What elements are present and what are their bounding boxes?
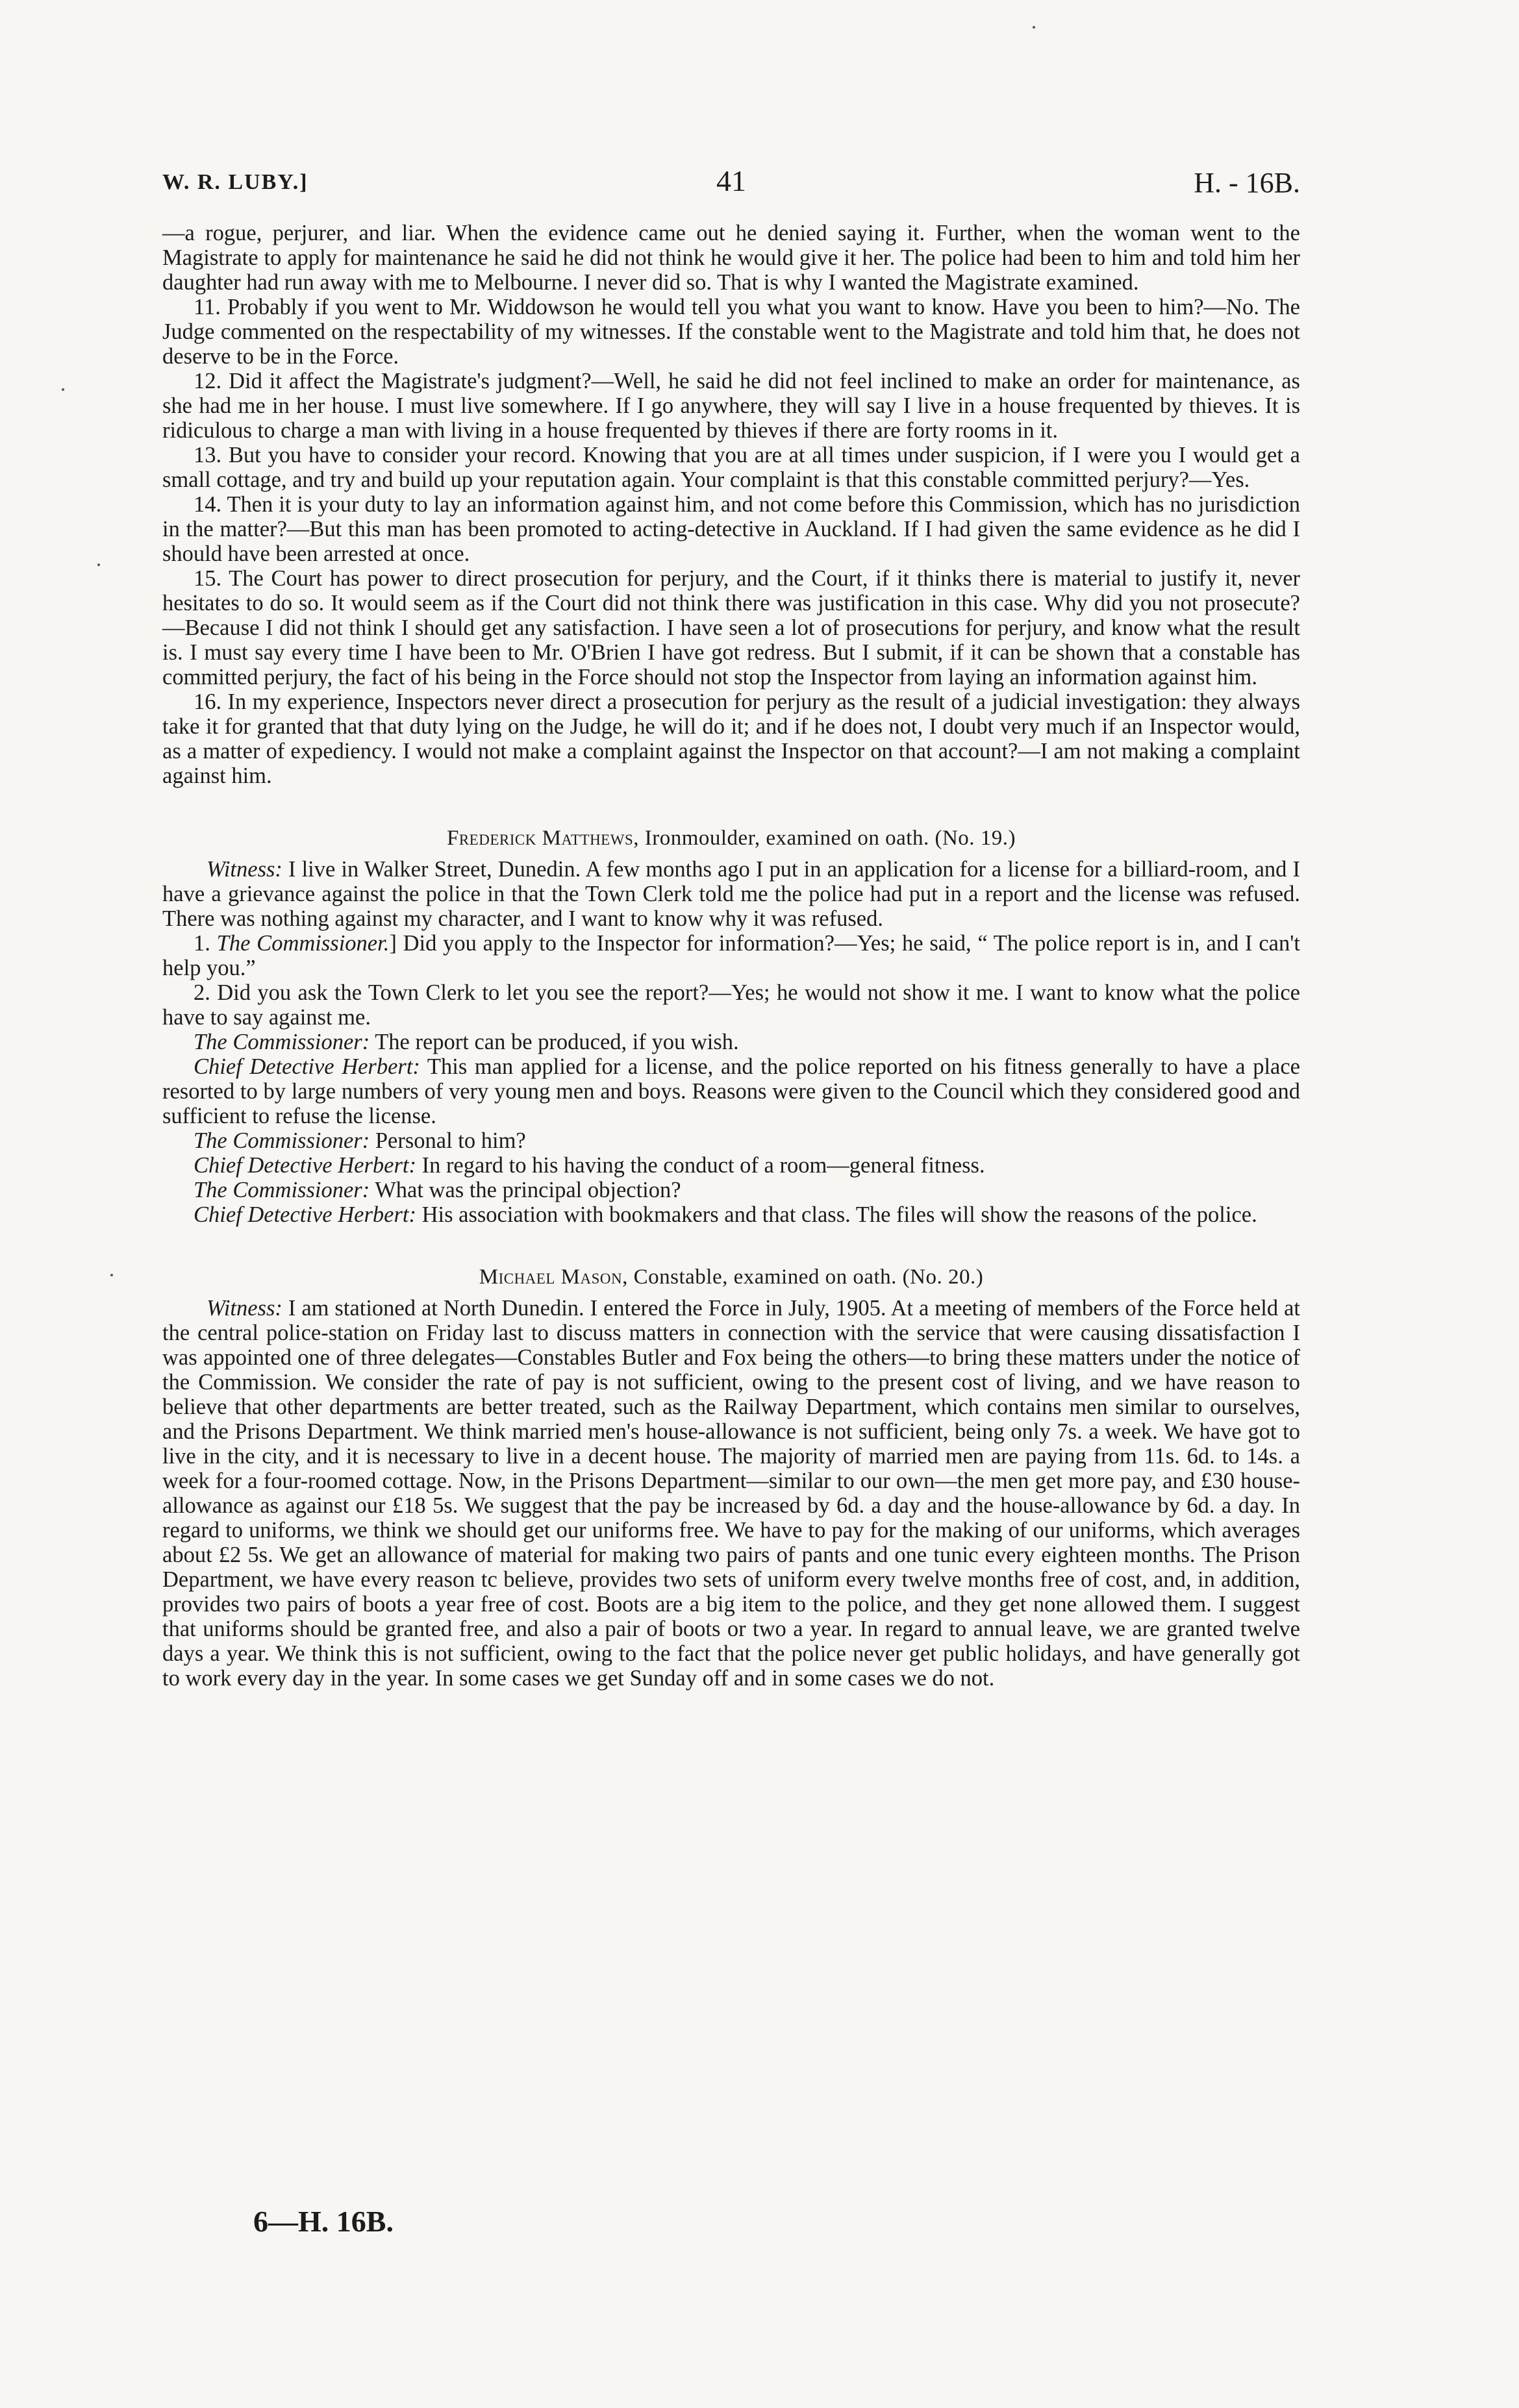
- scan-speck: [62, 388, 64, 391]
- speaker-label: The Commissioner:: [194, 1128, 370, 1153]
- qa-text: ] Did you apply to the Inspector for information?—Yes; he said, “ The police report is in, and I can't help you.”: [162, 931, 1301, 980]
- question-number: 1.: [194, 931, 217, 956]
- exchange-5: [162, 1178, 1300, 1202]
- exchange-text: Personal to him?: [370, 1128, 526, 1153]
- page-number: 41: [716, 164, 746, 197]
- section-heading-matthews: [162, 826, 1300, 850]
- section-heading-mason: [162, 1265, 1300, 1289]
- continuation-paragraph: —a rogue, perjurer, and liar. When the evidence came out he denied saying it. Further, when the woman went to the Magistrate to apply for maintenance he said he did not think he would give it her. The police had been to him and told him her daughter had run away with me to Melbourne. I never did so. That is why I wanted the Magistrate examined.: [162, 221, 1300, 295]
- exchange-text: What was the principal objection?: [370, 1178, 681, 1202]
- exchange-text: This man applied for a license, and the police reported on his fitness generally to have a place resorted to by large numbers of very young men and boys. Reasons were given to the Council which they considered good and sufficient to refuse the license.: [162, 1054, 1300, 1128]
- body-text: [162, 221, 1300, 1691]
- header-witness-name: W. R. LUBY.]: [162, 170, 308, 194]
- speaker-label: The Commissioner:: [194, 1178, 370, 1202]
- qa-paragraph-15: 15. The Court has power to direct prosecution for perjury, and the Court, if it thinks there is material to justify it, never hesitates to do so. It would seem as if the Court did not think there was justification in this case. Why did you not prosecute?—Because I did not think I should get any satisfaction. I have seen a lot of prosecutions for perjury, and know what the result is. I must say every time I have been to Mr. O'Brien I have got redress. But I submit, if it can be shown that a constable has committed perjury, the fact of his being in the Force should not stop the Inspector from laying an information against him.: [162, 566, 1300, 689]
- speaker-label: Chief Detective Herbert:: [194, 1054, 420, 1079]
- exchange-4: [162, 1153, 1300, 1178]
- document-reference: H. - 16B.: [1194, 167, 1300, 199]
- exchange-2: [162, 1054, 1300, 1128]
- qa-paragraph-14: 14. Then it is your duty to lay an information against him, and not come before this Commission, which has no jurisdiction in the matter?—But this man has been promoted to acting-detective in Auckland. If I had given the same evidence as he did I should have been arrested at once.: [162, 492, 1300, 566]
- witness-statement-matthews: [162, 857, 1300, 931]
- exchange-text: The report can be produced, if you wish.: [370, 1030, 739, 1054]
- heading-detail-matthews: , Ironmoulder, examined on oath. (No. 19.): [633, 826, 1016, 850]
- scan-speck: [1033, 26, 1035, 29]
- exchange-3: [162, 1128, 1300, 1153]
- qa-paragraph-11: 11. Probably if you went to Mr. Widdowson he would tell you what you want to know. Have you been to him?—No. The Judge commented on the respectability of my witnesses. If the constable went to the Magistrate and told him that, he does not deserve to be in the Force.: [162, 295, 1300, 369]
- exchange-text: His association with bookmakers and that class. The files will show the reasons of the police.: [416, 1202, 1257, 1227]
- speaker-label: The Commissioner:: [194, 1030, 370, 1054]
- scan-speck: [97, 564, 100, 566]
- witness-text: I live in Walker Street, Dunedin. A few months ago I put in an application for a license for a billiard-room, and I have a grievance against the police in that the Town Clerk told me the police had put in a report and the license was refused. There was nothing against my character, and I want to know why it was refused.: [162, 857, 1300, 931]
- exchange-6: [162, 1202, 1300, 1227]
- qa-paragraph-12: 12. Did it affect the Magistrate's judgment?—Well, he said he did not feel inclined to make an order for maintenance, as she had me in her house. I must live somewhere. If I go anywhere, they will say I live in a house frequented by thieves. It is ridiculous to charge a man with living in a house frequented by thieves if there are forty rooms in it.: [162, 369, 1300, 443]
- witness-label: Witness:: [207, 857, 282, 882]
- page-header: [162, 164, 1300, 209]
- exchange-text: In regard to his having the conduct of a room—general fitness.: [416, 1153, 985, 1178]
- heading-detail-mason: , Constable, examined on oath. (No. 20.): [622, 1265, 984, 1289]
- signature-mark: 6—H. 16B.: [253, 2205, 394, 2238]
- witness-name-mason: Michael Mason: [479, 1265, 623, 1289]
- qa-paragraph-m2: 2. Did you ask the Town Clerk to let you see the report?—Yes; he would not show it me. I want to know what the police have to say against me.: [162, 980, 1300, 1030]
- qa-paragraph-13: 13. But you have to consider your record. Knowing that you are at all times under suspicion, if I were you I would get a small cottage, and try and build up your reputation again. Your complaint is that this constable committed perjury?—Yes.: [162, 443, 1300, 492]
- witness-text: I am stationed at North Dunedin. I entered the Force in July, 1905. At a meeting of members of the Force held at the central police-station on Friday last to discuss matters in connection with the service that were causing dissatisfaction I was appointed one of three delegates—Constables Butler and Fox being the others—to bring these matters under the notice of the Commission. We consider the rate of pay is not sufficient, owing to the present cost of living, and we have reason to believe that other departments are better treated, such as the Railway Department, which contains men similar to ourselves, and the Prisons Department. We think married men's house-allowance is not sufficient, being only 7s. a week. We have got to live in the city, and it is necessary to live in a decent house. The majority of married men are paying from 11s. 6d. to 14s. a week for a four-roomed cottage. Now, in the Prisons Department—similar to our own—the men get more pay, and £30 house-allowance as against our £18 5s. We suggest that the pay be increased by 6d. a day and the house-allowance by 6d. a day. In regard to uniforms, we think we should get our uniforms free. We have to pay for the making of our uniforms, which averages about £2 5s. We get an allowance of material for making two pairs of pants and one tunic every eighteen months. The Prison Department, we have every reason tc believe, provides two sets of uniform every twelve months free of cost, and, in addition, provides two pairs of boots a year free of cost. Boots are a big item to the police, and they get none allowed them. I suggest that uniforms should be granted free, and also a pair of boots or two a year. In regard to annual leave, we are granted twelve days a year. We think this is not sufficient, owing to the fact that the police never get public holidays, and have generally got to work every day in the year. In some cases we get Sunday off and in some cases we do not.: [162, 1296, 1300, 1691]
- witness-name-matthews: Frederick Matthews: [446, 826, 634, 850]
- scan-speck: [110, 1274, 113, 1276]
- witness-statement-mason: [162, 1296, 1300, 1691]
- exchange-1: [162, 1030, 1300, 1054]
- qa-paragraph-m1: [162, 931, 1300, 980]
- speaker-label: The Commissioner.: [216, 931, 390, 956]
- speaker-label: Chief Detective Herbert:: [194, 1202, 416, 1227]
- speaker-label: Chief Detective Herbert:: [194, 1153, 416, 1178]
- witness-label: Witness:: [207, 1296, 282, 1321]
- qa-paragraph-16: 16. In my experience, Inspectors never direct a prosecution for perjury as the result of a judicial investigation: they always take it for granted that that duty lying on the Judge, he will do it; and if he does not, I doubt very much if an Inspector would, as a matter of expediency. I would not make a complaint against the Inspector on that account?—I am not making a complaint against him.: [162, 689, 1300, 788]
